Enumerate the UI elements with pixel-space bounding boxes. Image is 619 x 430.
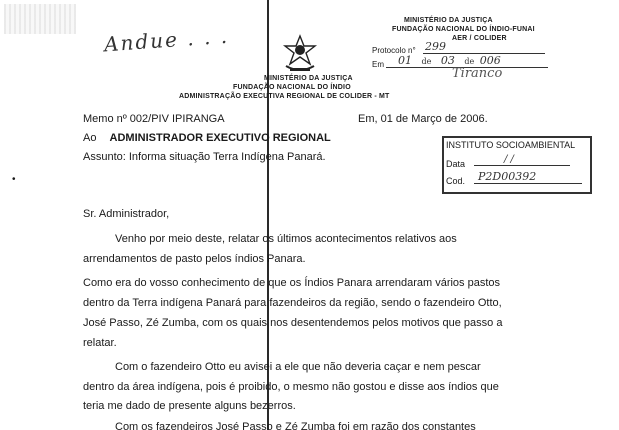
stamp-data-value: / / <box>474 154 570 166</box>
paragraph-2-line-4: relatar. <box>83 337 117 349</box>
header-center-line1: MINISTÉRIO DA JUSTIÇA <box>264 75 353 82</box>
protocolo-value: 299 <box>423 40 545 54</box>
handwritten-note: Andue . . . <box>103 23 230 57</box>
signature: Tiranco <box>452 66 503 81</box>
memo-date: Em, 01 de Março de 2006. <box>358 113 488 125</box>
scan-artifact <box>4 4 76 34</box>
greeting: Sr. Administrador, <box>83 208 170 220</box>
stamp-title: INSTITUTO SOCIOAMBIENTAL <box>446 140 576 150</box>
stamp-cod-value: P2D00392 <box>474 170 582 184</box>
paragraph-2-line-1: Como era do vosso conhecimento de que os Índios Panara arrendaram vários pastos <box>83 277 501 289</box>
paragraph-2-line-2: dentro da Terra indígena Panará para fazendeiros da região, sendo o fazendeiro Otto, <box>83 297 502 309</box>
paragraph-3-line-3: teria me dado de presente alguns bezerros. <box>83 400 296 412</box>
header-center-line2: FUNDAÇÃO NACIONAL DO ÍNDIO <box>233 84 351 91</box>
paragraph-1-line-1: Venho por meio deste, relatar os últimos acontecimentos relativos aos <box>115 233 457 245</box>
received-stamp <box>442 136 592 194</box>
stamp-cod-label: Cod. <box>446 176 466 186</box>
header-right-line2: FUNDAÇÃO NACIONAL DO ÍNDIO-FUNAI <box>392 26 535 33</box>
protocolo-date: 01 de 03 de 006 <box>386 54 548 68</box>
em-label: Em <box>372 60 384 69</box>
recipient: Ao ADMINISTRADOR EXECUTIVO REGIONAL <box>83 132 331 144</box>
coat-of-arms-icon <box>280 34 320 74</box>
protocolo-label: Protocolo n° <box>372 46 416 55</box>
paragraph-2-line-3: José Passo, Zé Zumba, com os quais nos desentendemos pelos motivos que passo a <box>83 317 503 329</box>
paragraph-1-line-2: arrendamentos de pasto pelos índios Panara. <box>83 253 306 265</box>
margin-mark: • <box>12 174 16 185</box>
paragraph-3-line-2: dentro da área indígena, pois é proibido, o mesmo não gostou e disse aos índios que <box>83 381 499 393</box>
header-right-line3: AER / COLIDER <box>452 35 507 42</box>
header-center-line3: ADMINISTRAÇÃO EXECUTIVA REGIONAL DE COLIDER - MT <box>179 93 390 100</box>
paragraph-3-line-1: Com o fazendeiro Otto eu avisei a ele que não deveria caçar e nem pescar <box>115 361 481 373</box>
header-right-line1: MINISTÉRIO DA JUSTIÇA <box>404 17 493 24</box>
subject: Assunto: Informa situação Terra Indígena Panará. <box>83 151 326 163</box>
memo-number: Memo nº 002/PIV IPIRANGA <box>83 113 225 125</box>
paragraph-4-line-1: Com os fazendeiros José Passo e Zé Zumba foi em razão dos constantes <box>115 421 476 430</box>
stamp-data-label: Data <box>446 159 466 169</box>
